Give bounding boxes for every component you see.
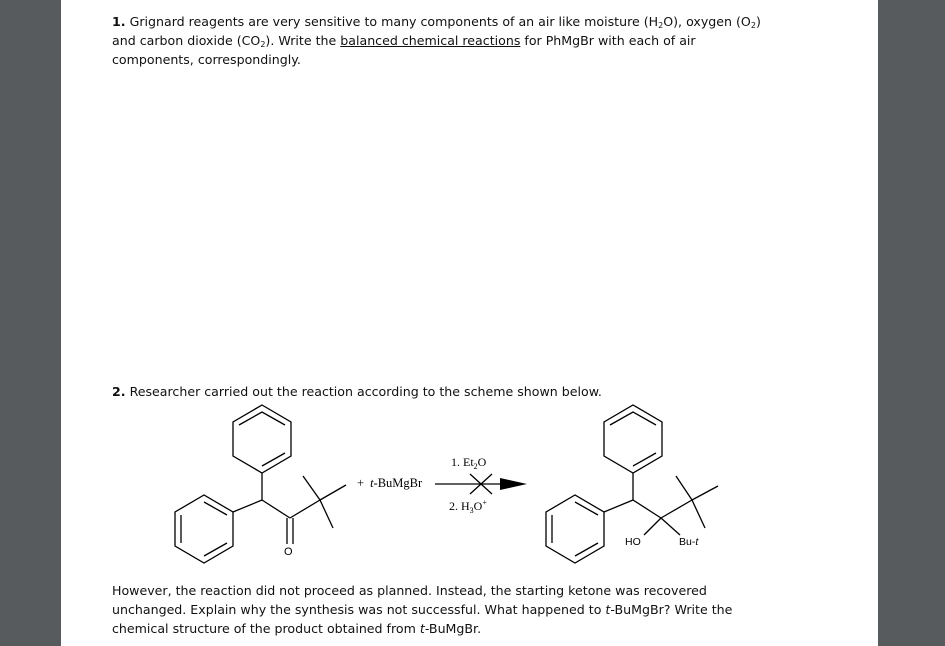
- question-2: 2. Researcher carried out the reaction according to the scheme shown below.: [112, 384, 602, 399]
- reagent-label: + t-BuMgBr: [357, 476, 423, 490]
- condition-2-label: 2. $H_3O^+$: [449, 498, 487, 515]
- product-left-phenyl-ring: [546, 495, 604, 563]
- question-2-followup: However, the reaction did not proceed as planned. Instead, the starting ketone was recovered unchanged. Explain why the synthesis was not successful. What happened to t-BuMgBr? Write the chemical structure of the product obtained from t-BuMgBr.: [112, 583, 733, 636]
- product-but-label: Bu-t: [679, 536, 699, 548]
- balanced-reactions-underlined: balanced chemical reactions: [340, 33, 521, 48]
- question-2-number: 2.: [112, 384, 126, 399]
- ketone-top-phenyl-ring: [233, 405, 291, 473]
- product-ho-label: HO: [625, 536, 641, 548]
- ketone-oxygen-label: O: [284, 546, 293, 558]
- ketone-left-phenyl-ring: [175, 495, 233, 563]
- question-1-number: 1.: [112, 14, 126, 29]
- condition-1-label: 1. $Et_2O$: [451, 455, 487, 471]
- product-top-phenyl-ring: [604, 405, 662, 473]
- question-1: 1. Grignard reagents are very sensitive to many components of an air like moisture $(H_2O)$, oxygen $(O_2)$ and carbon dioxide $(CO_2)$. Write the balanced chemical reactions for PhMgBr with each of air components, correspondingly.: [112, 14, 761, 67]
